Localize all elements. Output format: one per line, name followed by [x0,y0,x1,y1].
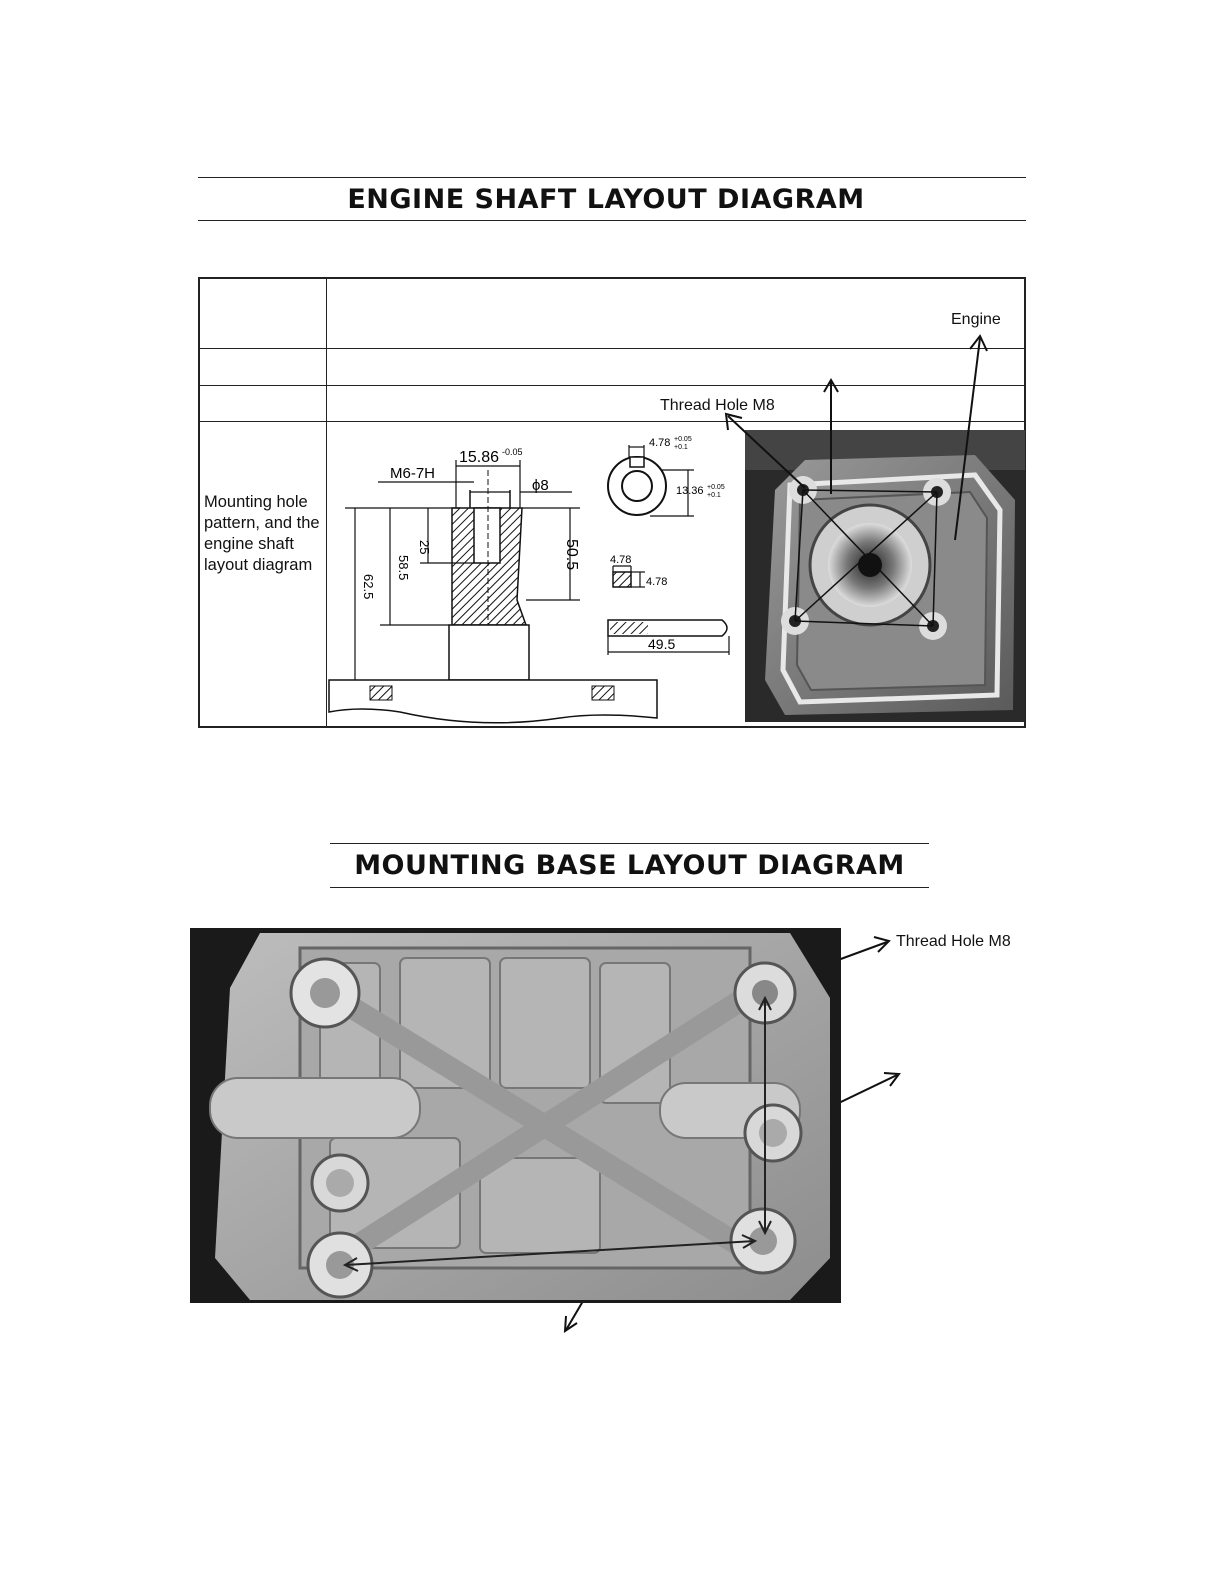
dim-key-depth: 13.36 [676,485,704,497]
dim-key-section-h: 4.78 [646,576,668,588]
base-bolt [370,686,392,700]
base-hole [291,959,359,1027]
dim-key-depth-tol: +0.1 [707,492,721,499]
base-thread-hole-callout: Thread Hole M8 [896,933,1011,950]
base-hole [745,1105,801,1161]
dim-depth-25: 25 [417,540,432,555]
mounting-base-title: MOUNTING BASE LAYOUT DIAGRAM [354,850,905,881]
dim-thread: M6-7H [390,465,436,482]
dim-width: 15.86 [459,449,500,466]
engine-shaft-title: ENGINE SHAFT LAYOUT DIAGRAM [347,184,865,215]
dim-key-width: 4.78 [649,437,671,449]
callout-arrows [726,336,987,540]
engine-callout: Engine [951,311,1001,328]
title-rule-bottom [330,887,929,888]
mounting-base-photo [190,928,841,1303]
base-bolt [592,686,614,700]
dim-key-depth-tol: +0.05 [707,484,725,491]
keyway-slot [630,457,644,467]
dim-width-tol: -0.05 [502,447,523,457]
shaft-bore [474,508,500,563]
keyway-inner [622,471,652,501]
key-section [613,572,631,587]
dim-key-section-w: 4.78 [610,554,632,566]
shaft-collar [449,625,529,680]
dim-length-62-5: 62.5 [361,574,376,600]
dim-key-width-tol: +0.05 [674,436,692,443]
thread-hole-callout: Thread Hole M8 [660,397,775,414]
row-label: Mounting hole pattern, and the engine shaft layout diagram [204,493,320,574]
dim-bore: ϕ8 [532,477,549,494]
dim-key-width-tol: +0.1 [674,444,688,451]
dim-length-50-5: 50.5 [563,539,580,571]
title-rule-top [330,843,929,844]
base-hole [308,1233,372,1297]
dim-key-length: 49.5 [648,636,676,652]
dim-depth-58-5: 58.5 [396,555,411,581]
base-hole [312,1155,368,1211]
